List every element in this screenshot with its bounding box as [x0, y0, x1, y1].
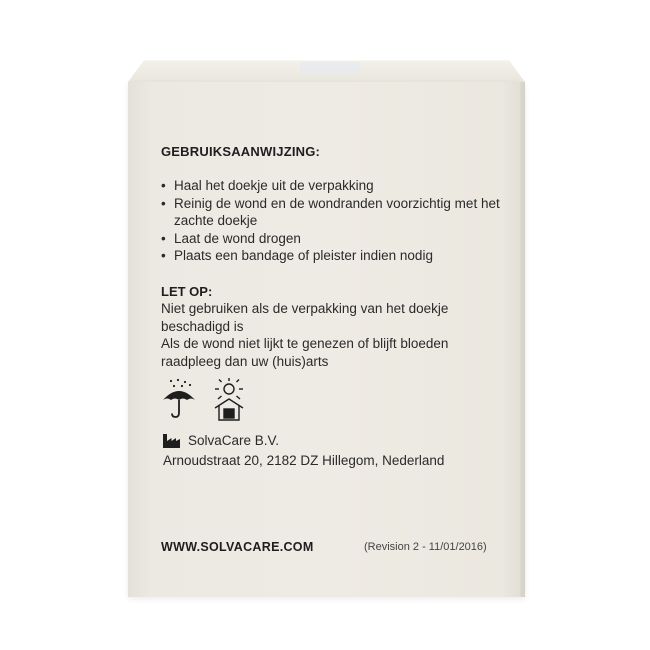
list-item: • Haal het doekje uit de verpakking	[161, 177, 501, 195]
manufacturer-address: Arnoudstraat 20, 2182 DZ Hillegom, Nederland	[163, 452, 445, 468]
manufacturer-block	[163, 432, 503, 469]
warning-text	[161, 300, 501, 370]
factory-icon	[163, 434, 180, 448]
keep-dry-umbrella-icon	[161, 378, 197, 420]
warning-line: Niet gebruiken als de verpakking van het doekje beschadigd is	[161, 301, 449, 334]
instructions-list	[161, 177, 501, 265]
website-url: WWW.SOLVACARE.COM	[161, 540, 314, 554]
instructions-heading: GEBRUIKSAANWIJZING:	[161, 144, 321, 159]
box-tab	[300, 62, 360, 74]
storage-symbols	[161, 378, 261, 423]
keep-away-from-sunlight-icon	[209, 378, 249, 422]
list-item: • Reinig de wond en de wondranden voorzichtig met het zachte doekje	[161, 195, 501, 230]
list-item: • Laat de wond drogen	[161, 230, 501, 248]
warning-heading: LET OP:	[161, 284, 213, 299]
list-item: • Plaats een bandage of pleister indien nodig	[161, 247, 501, 265]
manufacturer-name: SolvaCare B.V.	[188, 433, 280, 448]
warning-line: Als de wond niet lijkt te genezen of blijft bloeden raadpleeg dan uw (huis)arts	[161, 336, 449, 369]
revision-note: (Revision 2 - 11/01/2016)	[364, 541, 487, 553]
box-edge	[520, 82, 525, 597]
